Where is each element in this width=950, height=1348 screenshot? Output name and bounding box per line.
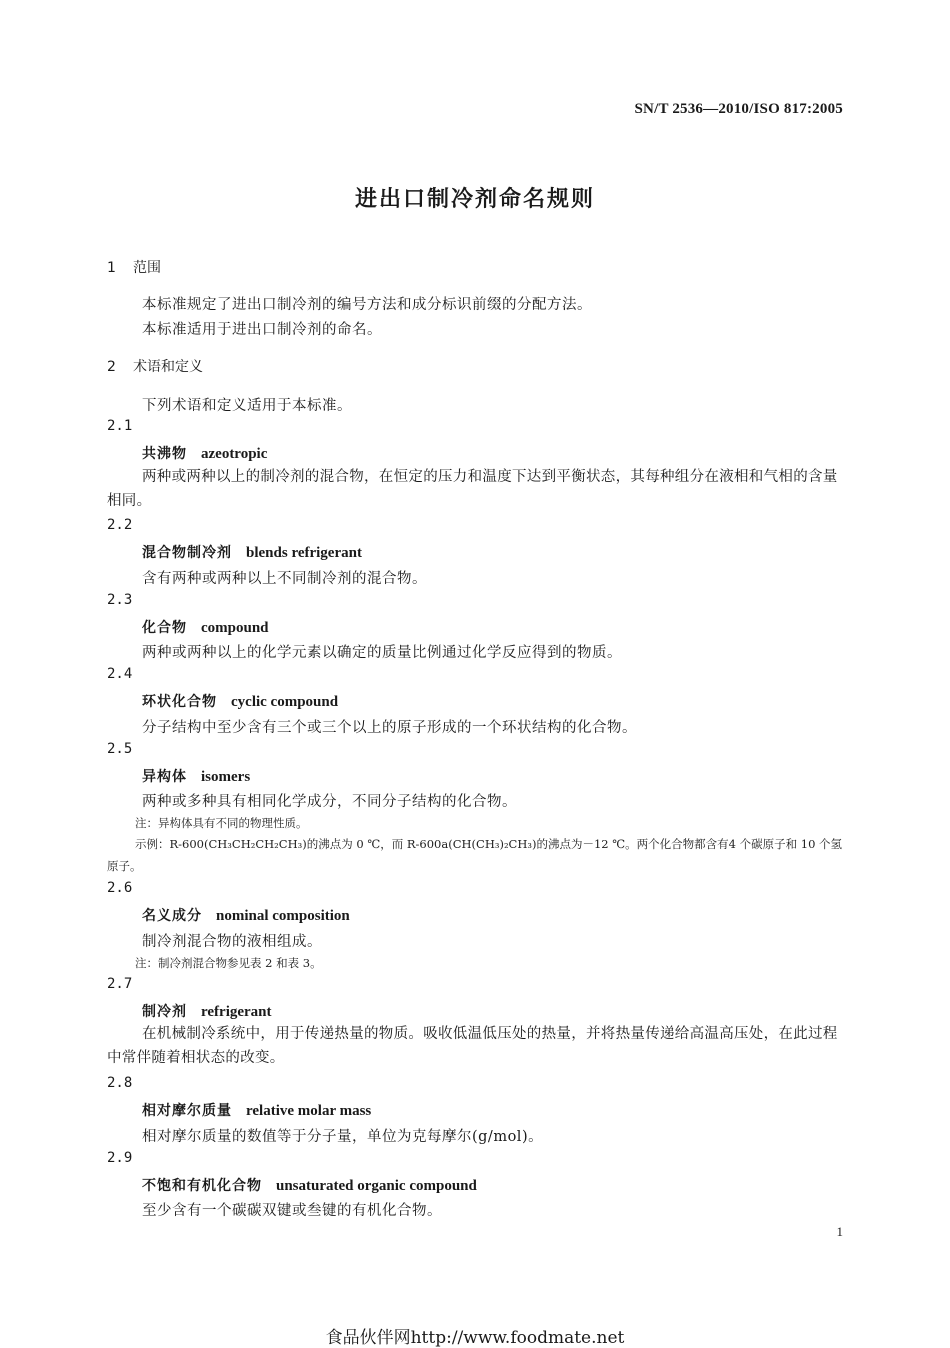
term-zh: 混合物制冷剂 (142, 545, 232, 561)
term-definition: 相对摩尔质量的数值等于分子量，单位为克每摩尔(g/mol)。 (142, 1129, 544, 1145)
term-zh: 化合物 (142, 620, 187, 636)
page-number: 1 (836, 1224, 843, 1239)
section-title: 范围 (133, 260, 161, 276)
section-number: 1 (107, 260, 116, 276)
term-definition: 制冷剂混合物的液相组成。 (142, 934, 322, 950)
term-note: 注：异构体具有不同的物理性质。 (135, 816, 308, 830)
term-heading (142, 1001, 272, 1021)
term-en: cyclic compound (231, 694, 339, 710)
section-title: 术语和定义 (133, 359, 203, 375)
page-title: 进出口制冷剂命名规则 (354, 187, 595, 212)
term-number: 2.1 (107, 418, 133, 434)
term-heading (142, 905, 350, 925)
term-definition: 两种或两种以上的制冷剂的混合物，在恒定的压力和温度下达到平衡状态，其每种组分在液相和气相的含量相同。 (107, 469, 838, 509)
term-en: isomers (201, 769, 251, 785)
term-definition: 至少含有一个碳碳双键或叁键的有机化合物。 (142, 1203, 442, 1219)
section-number: 2 (107, 359, 116, 375)
term-heading (142, 691, 338, 711)
term-number: 2.5 (107, 741, 133, 757)
term-zh: 不饱和有机化合物 (142, 1178, 262, 1194)
term-heading (142, 1175, 477, 1195)
term-zh: 异构体 (142, 769, 187, 785)
term-heading (142, 1100, 371, 1120)
footer-watermark: 食品伙伴网http://www.foodmate.net (325, 1328, 625, 1348)
term-number: 2.4 (107, 666, 133, 682)
term-heading (142, 443, 267, 463)
term-en: relative molar mass (246, 1103, 372, 1119)
term-en: refrigerant (201, 1004, 272, 1020)
term-en: nominal composition (216, 908, 350, 924)
term-heading (142, 766, 250, 786)
term-zh: 制冷剂 (142, 1004, 187, 1020)
term-zh: 环状化合物 (142, 694, 217, 710)
term-number: 2.6 (107, 880, 133, 896)
section-1-heading (107, 257, 161, 277)
term-en: blends refrigerant (246, 545, 362, 561)
term-heading (142, 542, 362, 562)
term-en: unsaturated organic compound (276, 1178, 477, 1194)
term-number: 2.7 (107, 976, 133, 992)
term-en: compound (201, 620, 269, 636)
term-number: 2.2 (107, 517, 133, 533)
terms-intro: 下列术语和定义适用于本标准。 (142, 398, 352, 414)
scope-paragraph: 本标准适用于进出口制冷剂的命名。 (142, 322, 382, 338)
scope-paragraph: 本标准规定了进出口制冷剂的编号方法和成分标识前缀的分配方法。 (142, 297, 592, 313)
standard-code: SN/T 2536—2010/ISO 817:2005 (634, 101, 843, 117)
term-zh: 共沸物 (142, 446, 187, 462)
term-definition: 在机械制冷系统中，用于传递热量的物质。吸收低温低压处的热量，并将热量传递给高温高压处，在此过程中常伴随着相状态的改变。 (107, 1026, 838, 1066)
term-zh: 相对摩尔质量 (142, 1103, 232, 1119)
term-en: azeotropic (201, 446, 268, 462)
term-definition: 两种或两种以上的化学元素以确定的质量比例通过化学反应得到的物质。 (142, 645, 622, 661)
term-definition: 含有两种或两种以上不同制冷剂的混合物。 (142, 571, 427, 587)
term-heading (142, 617, 269, 637)
term-note: 注：制冷剂混合物参见表 2 和表 3。 (135, 956, 322, 970)
term-definition: 分子结构中至少含有三个或三个以上的原子形成的一个环状结构的化合物。 (142, 720, 637, 736)
term-number: 2.3 (107, 592, 133, 608)
term-example: 示例：R-600(CH₃CH₂CH₂CH₃)的沸点为 0 ℃，而 R-600a(CH(CH₃)₂CH₃)的沸点为－12 ℃。两个化合物都含有4 个碳原子和 10 个氢原子。 (107, 837, 843, 873)
term-number: 2.8 (107, 1075, 133, 1091)
term-number: 2.9 (107, 1150, 133, 1166)
section-2-heading (107, 356, 203, 376)
term-zh: 名义成分 (142, 908, 202, 924)
term-definition: 两种或多种具有相同化学成分，不同分子结构的化合物。 (142, 794, 517, 810)
